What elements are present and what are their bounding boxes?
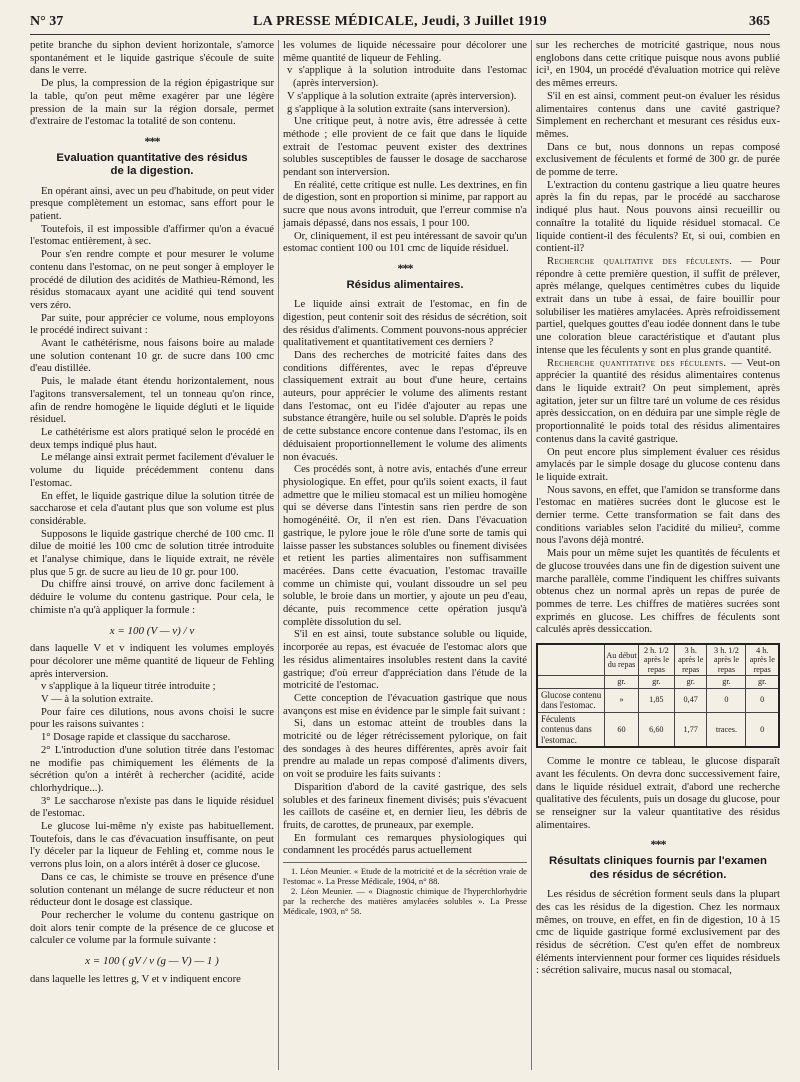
table-header [537, 644, 605, 676]
data-table [536, 643, 780, 748]
table-header-row [537, 644, 779, 676]
column-1 [30, 40, 274, 987]
page-header [30, 14, 770, 34]
paragraph: En opérant ainsi, avec un peu d'habitude, on peut vider presque complètement un estomac, sans effort pour le patient. [30, 185, 274, 223]
paragraph: Supposons le liquide gastrique cherché de 100 cmc. Il dilue de moitié les 100 cmc de solution titrée introduite et l'analyse chimique, dans le liquide extrait, ne révèle plus que 5 gr. de sucre au lieu de 10 gr. pour 100. [30, 528, 274, 578]
table-header: 3 h. 1/2 après le repas [707, 644, 746, 676]
paragraph: Une critique peut, à notre avis, être adressée à cette méthode ; elle provient de ce fait que dans le liquide extrait de l'estomac peuvent exister des dextrines solubles susceptibles de fausser le dosage de saccharose pendant son interversion. [283, 116, 527, 179]
paragraph: Puis, le malade étant étendu horizontalement, nous l'agitons transversalement, tel un tonneau qu'on rince, afin de rendre homogène le liquide dégluti et le liquide résiduel. [30, 376, 274, 426]
table-cell [537, 676, 605, 688]
definition: V s'applique à la solution extraite (après interversion). [287, 90, 517, 102]
paragraph: Pour s'en rendre compte et pour mesurer le volume contenu dans l'estomac, on ne peut songer à employer le procédé de dilution des acidités de Mathieu-Rémond, les résidus stomacaux ayant une acidité qui tend souvent vers zéro. [30, 249, 274, 311]
column-3 [536, 40, 780, 978]
header-rule [30, 34, 770, 35]
table-header: Au début du repas [605, 644, 638, 676]
paragraph: On peut encore plus simplement évaluer ces résidus amylacés par le simple dosage du glucose contenu dans le liquide extrait. [536, 446, 780, 483]
section-heading: Résidus alimentaires. [346, 278, 464, 291]
footnotes [283, 862, 527, 916]
table-cell: gr. [746, 676, 779, 688]
paragraph: Comme le montre ce tableau, le glucose disparaît avant les féculents. On devra donc successivement faire, dans le liquide résiduel extrait, d'abord une recherche qualitative des féculents, puis un dosage du glucose, pour se renseigner sur la valeur quantitative des résidus alimentaires. [536, 756, 780, 831]
table-row [537, 688, 779, 712]
paragraph: Les résidus de sécrétion forment seuls dans la plupart des cas les résidus de la digestion. Chez les normaux mêmes, on trouve, en effet, en fin de digestion, 10 à 15 cmc de liquide gastrique formé exclusivement par des résidus de sécrétion. C'est qu'en effet de nombreux éléments interviennent pour former ces liquides résiduels : sécrétion salivaire, mucus nasal ou stomacal, [536, 889, 780, 977]
reason-item: 3° Le saccharose n'existe pas dans le liquide résiduel de l'estomac. [30, 795, 274, 820]
table-row [537, 712, 779, 747]
paragraph: les volumes de liquide nécessaire pour décolorer une même quantité de liqueur de Fehling. [283, 40, 527, 64]
definition: v s'applique à la solution introduite dans l'estomac (après interversion). [287, 65, 527, 90]
asterism: *** [650, 837, 666, 852]
table-cell: Glucose contenu dans l'estomac. [537, 688, 605, 712]
table-unit-row [537, 676, 779, 688]
table-cell: Féculents contenus dans l'estomac. [537, 712, 605, 747]
asterism: *** [397, 260, 413, 275]
paragraph: Dans ce but, nous donnons un repas composé exclusivement de féculents et formé de 300 gr. de purée de pomme de terre. [536, 141, 780, 179]
paragraph: Disparition d'abord de la cavité gastrique, des sels solubles et des farineux finement divisés; puis s'évacuent les caillots de caséine et, en dernier lieu, les débris de fruits, de carottes, de pruneaux, par exemple. [283, 781, 527, 831]
footnote: 1. Léon Meunier. « Etude de la motricité et de la sécrétion vraie de l'estomac ». La Presse Médicale, 1904, n° 88. [283, 866, 527, 887]
paragraph: Recherche quantitative des féculents. — Veut-on apprécier la quantité des résidus alimentaires contenus dans le liquide extrait? On peut simplement, après agitation, jeter sur un filtre taré un volume de ces résidus après dessiccation, on en déduira par une simple règle de proportionnalité le poids total des résidus alimentaires contenus dans la cavité gastrique. [536, 357, 781, 445]
paragraph: Dans des recherches de motricité faites dans des conditions différentes, avec le repas d'épreuve classiquement extrait au bout d'une heure, certains auteurs, pour apprécier le volume des aliments restant dans l'estomac, ont eu l'idée d'ajouter au repas une substance étrangère, huile ou sel soluble. D'après le poids de cette substance encore contenue dans l'estomac, ils en déduisaient proportionnellement le volume des aliments non évacués. [283, 349, 527, 463]
paragraph: Si, dans un estomac atteint de troubles dans la motricité ou de léger rétrécissement pylorique, on fait des sondages à des heures différentes, après avoir fait prendre au malade un repas composé d'aliments divers, on voit se produire les faits suivants : [283, 718, 527, 781]
table-header: 2 h. 1/2 après le repas [638, 644, 674, 676]
issue-number: N° 37 [30, 14, 64, 29]
section-heading [536, 855, 780, 882]
paragraph: S'il en est ainsi, toute substance soluble ou liquide, incorporée au repas, est évacuée de l'estomac alors que les résidus alimentaires insolubles restent dans la cavité gastrique; d'où erreur d'appréciation dans l'étude de la motricité de l'estomac. [283, 629, 527, 692]
table-cell: 0 [746, 688, 779, 712]
table-cell: 1,85 [638, 688, 674, 712]
table-header: 3 h. après le repas [674, 644, 707, 676]
paragraph: Pour rechercher le volume du contenu gastrique on doit alors tenir compte de la présence de ce glucose et calculer ce volume par la formule suivante : [30, 910, 274, 947]
definition: g s'applique à la solution extraite (sans interversion). [287, 103, 511, 115]
definition: v s'applique à la liqueur titrée introduite ; [41, 681, 216, 693]
asterism: *** [144, 133, 160, 148]
subsection-heading: Recherche qualitative des féculents. [547, 255, 733, 267]
paragraph: Ces procédés sont, à notre avis, entachés d'une erreur physiologique. En effet, pour qu'ils soient exacts, il faut admettre que le milieu stomacal est un milieu homogène qui se déverse dans l'intestin sans rien perdre de son homogénéité. Or, il n'en est rien. Dans l'évacuation gastrique, le pylore joue le rôle d'une sorte de tamis qui laisse passer les substances solubles ou finement divisées et retient les parties alimentaires non suffisamment macérées. Dans cette évacuation, l'estomac travaille comme un chimiste qui, voulant dissoudre un sel peu soluble, le broie dans un mortier, y ajoute un peu d'eau, décante, puis recommence cette opération jusqu'à complète dissolution du sel. [283, 464, 527, 628]
paragraph: Toutefois, il est impossible d'affirmer qu'on a évacué l'estomac entièrement, à sec. [30, 223, 274, 248]
heading-line: des résidus de sécrétion. [589, 868, 727, 881]
paragraph: dans laquelle les lettres g, V et v indiquent encore [30, 973, 241, 985]
table-cell: 0 [707, 688, 746, 712]
paragraph: dans laquelle V et v indiquent les volumes employés pour décolorer une même quantité de liqueur de Fehling après interversion. [30, 643, 274, 680]
subsection-heading: Recherche quantitative des féculents. [547, 357, 727, 369]
paragraph: Du chiffre ainsi trouvé, on arrive donc facilement à déduire le volume du contenu gastrique. Pour cela, le chimiste n'a qu'à appliquer la formule : [30, 579, 274, 616]
paragraph: L'extraction du contenu gastrique a lieu quatre heures après la fin du repas, par le procédé au saccharose indiqué plus haut. Nous pouvons ainsi recueillir ou connaître la totalité du liquide résiduel stomacal. Ce liquide contient-il des féculents? Et, si oui, combien en contient-il? [536, 179, 780, 255]
paragraph: Pour faire ces dilutions, nous avons choisi le sucre pour les raisons suivantes : [30, 706, 274, 731]
table-cell: 6,60 [638, 712, 674, 747]
section-heading [30, 152, 274, 179]
column-2 [283, 40, 527, 916]
column-divider [278, 40, 279, 1070]
paragraph: De plus, la compression de la région épigastrique sur la table, qu'on peut même exagérer par une légère pression de la main sur la région dorsale, permet d'extraire de l'estomac la totalité de son contenu. [30, 78, 274, 128]
table-cell: » [605, 688, 638, 712]
paragraph: Avant le cathétérisme, nous faisons boire au malade une solution contenant 10 gr. de sucre dans 100 cmc d'eau distillée. [30, 338, 274, 375]
table-cell: gr. [605, 676, 638, 688]
paragraph: Nous savons, en effet, que l'amidon se transforme dans l'estomac en matières sucrées dont le glucose est le dernier terme. Cette transformation se fait dans des conditions variables selon l'acidité du milieu², comme nous l'avons déjà montré. [536, 484, 780, 547]
footnote: 2. Léon Meunier. — « Diagnostic chimique de l'hyperchlorhydrie par la recherche des matières amylacées solubles ». La Presse Médicale, 1903, n° 58. [283, 886, 527, 917]
formula: x = 100 ( gV / v (g — V) — 1 ) [85, 955, 219, 968]
table-cell: 60 [605, 712, 638, 747]
page-number: 365 [749, 14, 770, 29]
paragraph: En effet, le liquide gastrique dilue la solution titrée de saccharose et cela d'autant plus que son volume est plus considérable. [30, 490, 274, 527]
table-cell: traces. [707, 712, 746, 747]
heading-line: de la digestion. [110, 165, 194, 178]
paragraph: Recherche qualitative des féculents. — Pour répondre à cette première question, il suffit de prélever, après mélange, quelques centimètres cubes du liquide extrait dans un tube à essai, de faire bouillir pour solubiliser les matières amylacées. Après refroidissement partiel, quelques gouttes d'eau iodée donnent dans le tube une coloration bleue caractéristique et d'autant plus intense que les féculents y sont en plus grande quantité. [536, 255, 780, 356]
table-cell: 1,77 [674, 712, 707, 747]
table-cell: gr. [674, 676, 707, 688]
reason-item: 1° Dosage rapide et classique du saccharose. [41, 732, 231, 744]
paragraph: Le liquide ainsi extrait de l'estomac, en fin de digestion, peut contenir soit des résidus de sécrétion, soit des résidus d'aliments. Comment pouvons-nous apprécier qualitativement et quantitativement ces derniers ? [283, 299, 527, 349]
journal-title: LA PRESSE MÉDICALE, Jeudi, 3 Juillet 1919 [253, 14, 547, 29]
heading-line: Résultats cliniques fournis par l'examen [549, 855, 767, 868]
paragraph: S'il en est ainsi, comment peut-on évaluer les résidus alimentaires contenus dans une cavité gastrique? Simplement en recherchant et mesurant ces résidus eux-mêmes. [536, 90, 780, 140]
table-cell: 0,47 [674, 688, 707, 712]
paragraph-text: Veut-on apprécier la quantité des résidus alimentaires contenus dans le liquide extrait? On peut simplement, après agitation, jeter sur un filtre taré un volume de ces résidus après dessiccation, on en déduira par une simple règle de proportionnalité le poids total des résidus alimentaires contenus dans la cavité gastrique. [536, 357, 781, 445]
paragraph: Le cathétérisme est alors pratiqué selon le procédé en deux temps indiqué plus haut. [30, 426, 274, 451]
column-divider [531, 40, 532, 1070]
paragraph: petite branche du siphon devient horizontale, s'amorce spontanément et le liquide gastrique s'écoule de suite dans le verre. [30, 40, 274, 77]
paragraph: Le mélange ainsi extrait permet facilement d'évaluer le volume du liquide précédemment contenu dans l'estomac. [30, 452, 274, 489]
paragraph: Le glucose lui-même n'y existe pas habituellement. Toutefois, dans le cas d'évacuation insuffisante, on peut l'y déceler par la liqueur de Fehling et, comme nous le verrons plus loin, on a alors intérêt à doser ce glucose. [30, 821, 274, 871]
paragraph: Par suite, pour apprécier ce volume, nous employons le procédé indirect suivant : [30, 312, 274, 337]
table-header: 4 h. après le repas [746, 644, 779, 676]
paragraph-text: Pour répondre à cette première question, il suffit de prélever, après mélange, quelques centimètres cubes du liquide extrait dans un tube à essai, de faire bouillir pour solubiliser les matières amylacées. Après refroidissement partiel, quelques gouttes d'eau iodée donnent dans le tube une coloration bleue caractéristique et d'autant plus intense que les féculents y sont en plus grande quantité. [536, 255, 780, 356]
paragraph: Cette conception de l'évacuation gastrique que nous avançons est mise en évidence par le simple fait suivant : [283, 692, 527, 717]
table-cell: 0 [746, 712, 779, 747]
paragraph: En formulant ces remarques physiologiques qui condamnent les procédés parus actuellement [283, 832, 527, 857]
paragraph: Mais pour un même sujet les quantités de féculents et de glucose trouvées dans une fin de digestion suivent une marche parallèle, comme l'indiquent les chiffres suivants obtenus chez un normal après un repas de purée de pommes de terre. Les chiffres de matières sucrées sont exprimés en glucose. Les chiffres de féculents sont calculés après dessiccation. [536, 548, 780, 636]
reason-item: 2° L'introduction d'une solution titrée dans l'estomac ne modifie pas chimiquement les éléments de la sécrétion qu'on a intérêt à rechercher (acidité, acide chlorhydrique...). [30, 744, 274, 794]
formula: x = 100 (V — v) / v [109, 624, 195, 637]
paragraph: En réalité, cette critique est nulle. Les dextrines, en fin de digestion, sont en proportion si minime, par rapport au sucre que nous avons introduit, que l'erreur commise n'a jamais dépassé, dans nos essais, 1 pour 100. [283, 179, 527, 229]
paragraph: sur les recherches de motricité gastrique, nous nous englobons dans cette critique puisque nous avons publié ici¹, en 1904, un procédé d'évaluation motrice qui relève des mêmes erreurs. [536, 40, 780, 90]
paragraph: Dans ce cas, le chimiste se trouve en présence d'une solution contenant un mélange de sucre réducteur et non réducteur dont le dosage est classique. [30, 871, 274, 909]
paragraph: Or, cliniquement, il est peu intéressant de savoir qu'un estomac contient 100 ou 101 cmc de liquide résiduel. [283, 230, 527, 255]
table-cell: gr. [638, 676, 674, 688]
heading-line: Evaluation quantitative des résidus [56, 151, 248, 164]
table-cell: gr. [707, 676, 746, 688]
definition: V — à la solution extraite. [41, 694, 154, 706]
